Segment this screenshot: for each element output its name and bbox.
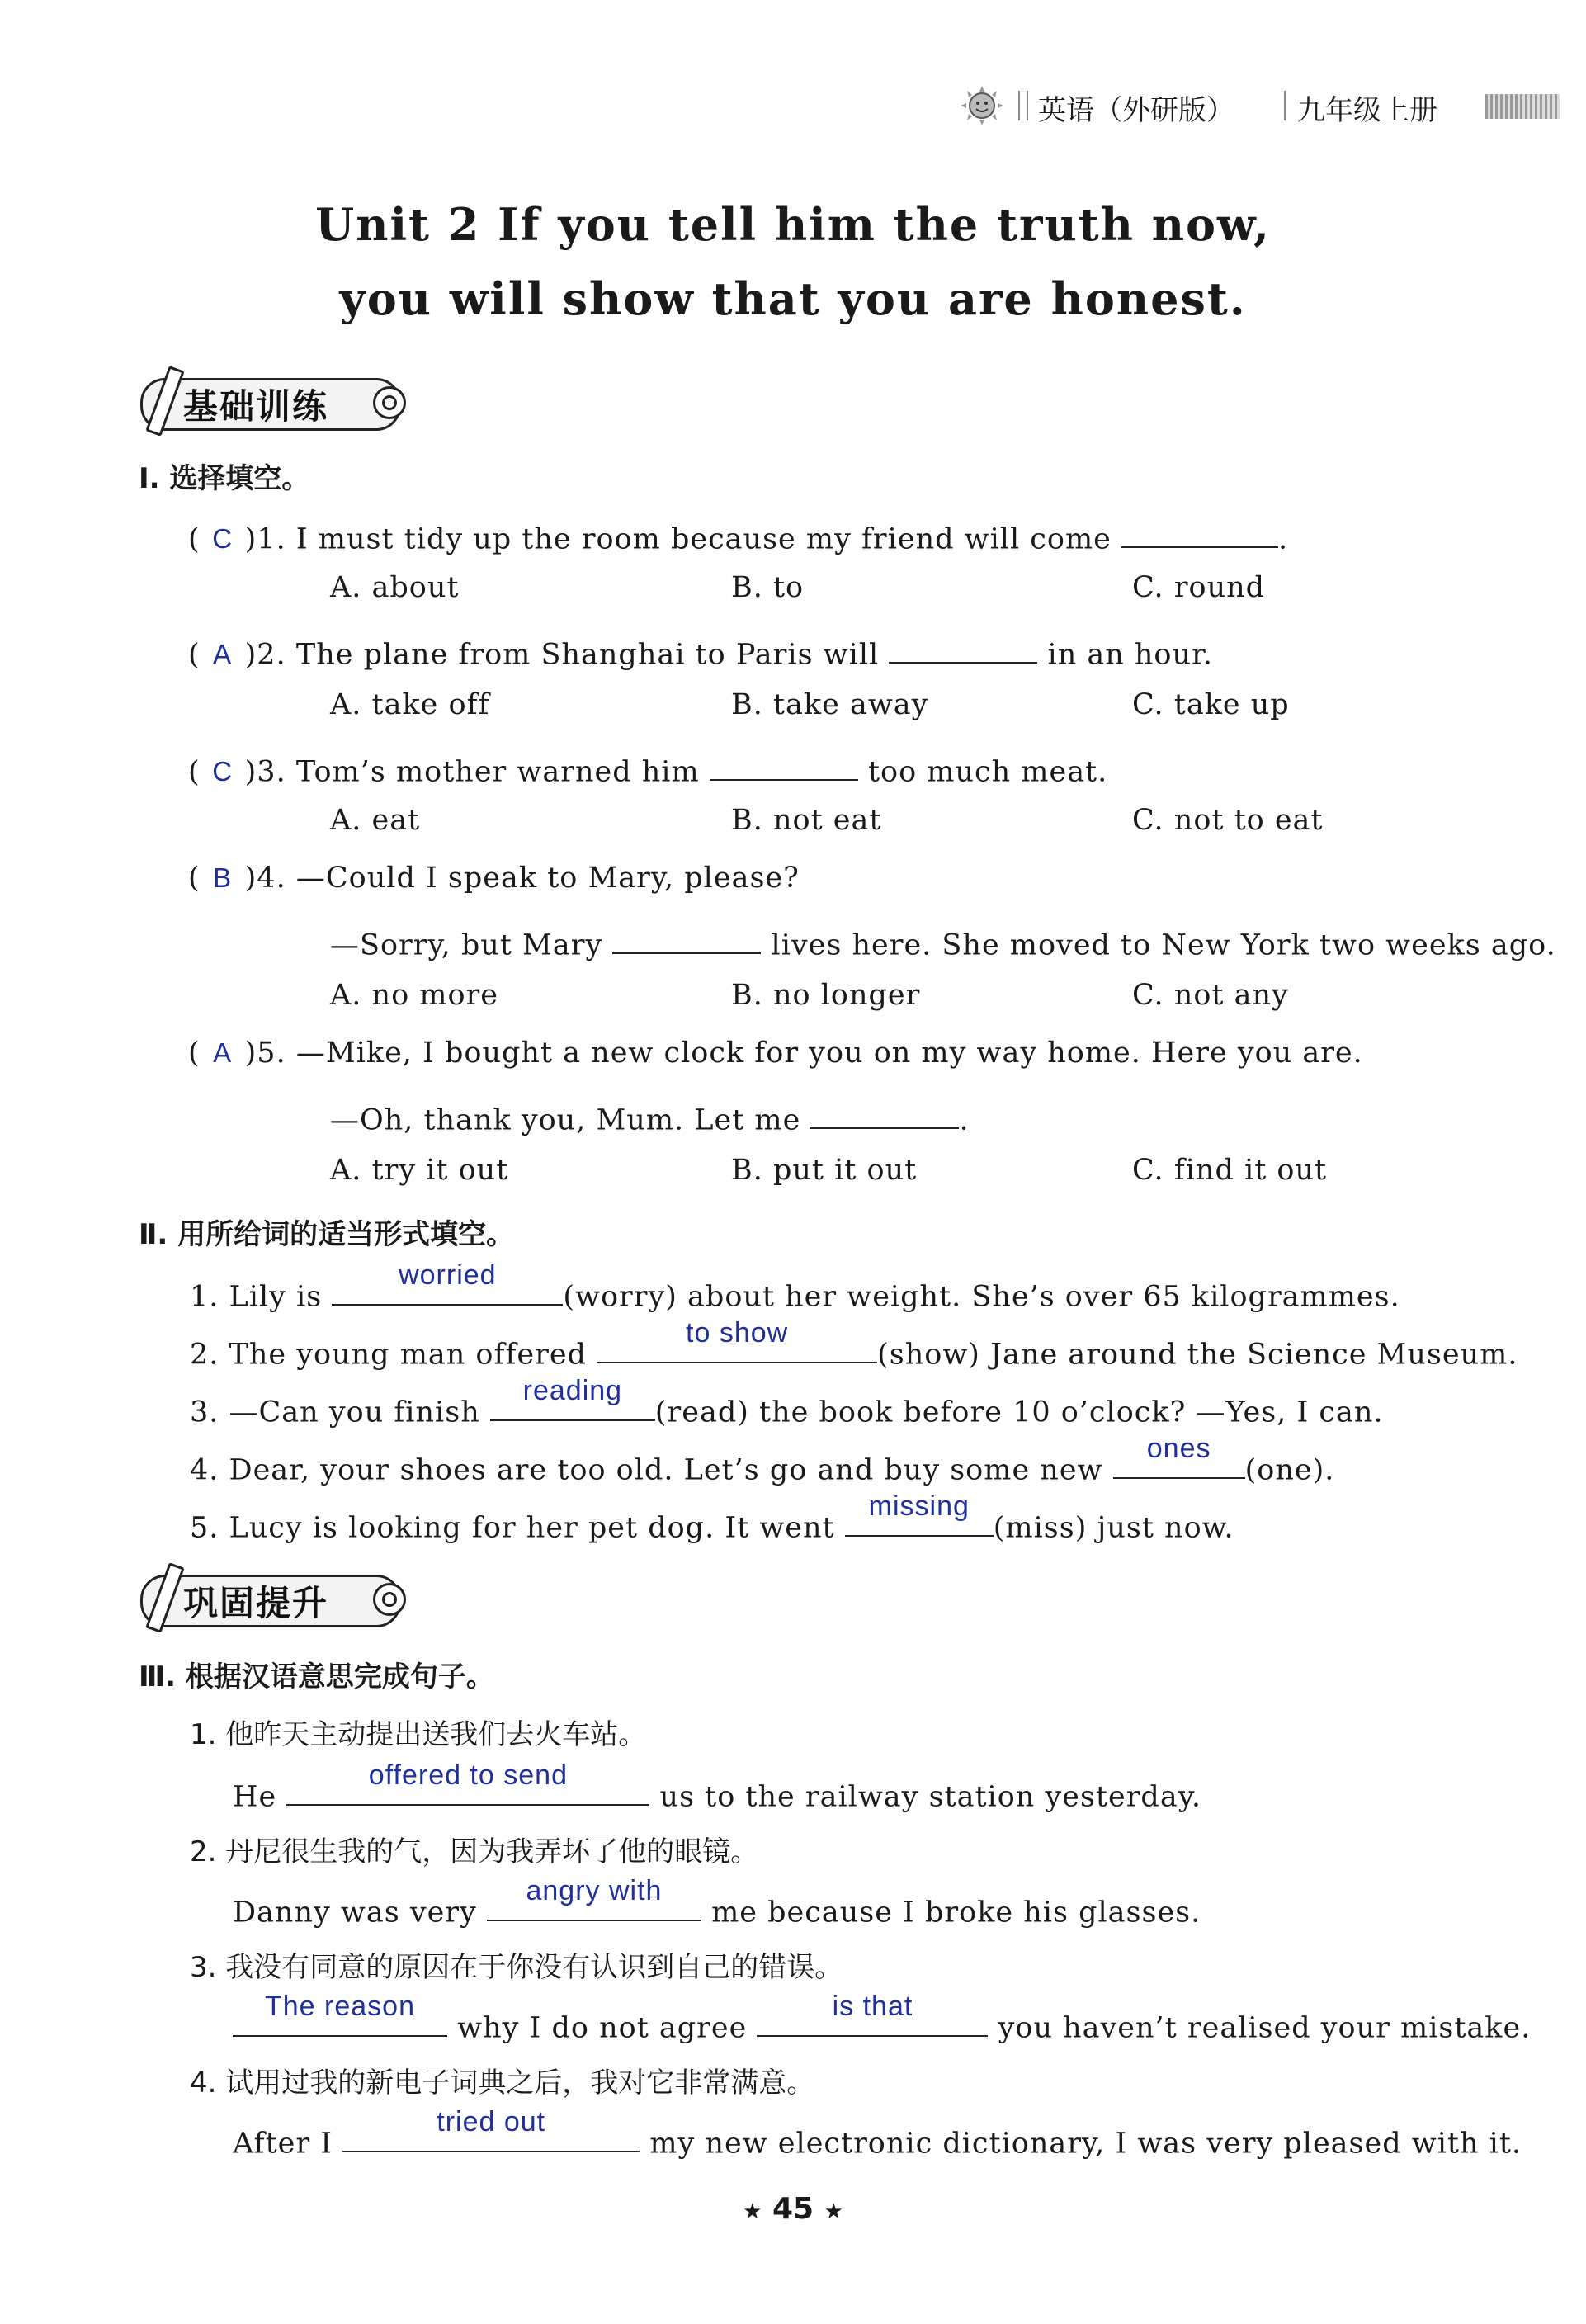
p3-item-2-cn: 2. 丹尼很生我的气，因为我弄坏了他的眼镜。 (190, 1835, 759, 1868)
p2-item-3-post: (read) the book before 10 o’clock? —Yes, I can. (654, 1396, 1384, 1429)
header-divider (1018, 91, 1028, 120)
p2-item-4-pre: 4. Dear, your shoes are too old. Let’s go and buy some new (190, 1453, 1103, 1487)
q2-end: in an hour. (1047, 638, 1214, 672)
p3-item-3-mid: why I do not agree (457, 2011, 748, 2045)
p2-item-4-answer: ones (1146, 1433, 1211, 1464)
p3-item-1-pre: He (233, 1780, 277, 1814)
p2-item-1-post: (worry) about her weight. She’s over 65 kilogrammes. (563, 1280, 1400, 1314)
q1-row: ( C )1. I must tidy up the room because my friend will come . (188, 513, 1288, 555)
q4-option-c: C. not any (1132, 979, 1289, 1012)
p3-item-4-blank (342, 2106, 640, 2152)
q1-option-b: B. to (731, 571, 805, 604)
q2-option-c: C. take up (1132, 688, 1290, 721)
q2-option-b: B. take away (731, 688, 929, 721)
q2-row: ( A )2. The plane from Shanghai to Paris will in an hour. (188, 629, 1213, 671)
p3-item-3-en (233, 1991, 1532, 2045)
p3-item-3-blank-1 (233, 1991, 447, 2037)
p2-item-5-answer: missing (868, 1490, 970, 1522)
q4-line2-start: —Sorry, but Mary (330, 928, 603, 962)
unit-title-line2: you will show that you are honest. (339, 272, 1247, 325)
unit-title-line1: Unit 2 If you tell him the truth now, (315, 198, 1271, 251)
q5-line2 (330, 1094, 970, 1136)
p2-item-4-post: (one). (1244, 1453, 1335, 1487)
banner-label: 巩固提升 (183, 1583, 329, 1623)
smiling-sun-icon (957, 84, 1007, 127)
p2-item-3-answer: reading (522, 1375, 623, 1406)
p2-item-1-blank (332, 1259, 563, 1306)
q1-blank (1121, 513, 1278, 548)
q4-line2-end: lives here. She moved to New York two weeks ago. (771, 928, 1556, 962)
p3-item-2-en (233, 1875, 1201, 1930)
header-divider-2 (1284, 91, 1286, 120)
p2-item-5-blank (845, 1490, 994, 1537)
q2-blank (889, 629, 1037, 664)
header-bar (957, 83, 1560, 129)
p2-item-2-answer: to show (686, 1317, 789, 1349)
header-gray-block (1485, 94, 1560, 119)
p3-item-3-answer-1: The reason (265, 1991, 415, 2022)
q5-line2-end: . (959, 1103, 970, 1137)
q4-stem: —Could I speak to Mary, please? (295, 862, 800, 895)
p2-item-1 (190, 1259, 1400, 1314)
q5-blank (810, 1094, 959, 1129)
q5-answer: A (213, 1037, 233, 1068)
p3-item-4-answer: tried out (437, 2106, 546, 2137)
page-number-value: 45 (772, 2192, 814, 2226)
q1-end: . (1278, 522, 1289, 556)
p3-item-4-post: my new electronic dictionary, I was very pleased with it. (649, 2127, 1522, 2161)
q5-stem: —Mike, I bought a new clock for you on my way home. Here you are. (295, 1037, 1363, 1070)
p2-item-3 (190, 1375, 1384, 1429)
p3-item-2-pre: Danny was very (233, 1896, 477, 1930)
p3-item-1-en (233, 1760, 1201, 1814)
q3-option-b: B. not eat (731, 804, 882, 837)
p3-item-3-blank-2 (757, 1991, 988, 2037)
q5-line2-start: —Oh, thank you, Mum. Let me (330, 1103, 801, 1137)
header-grade: 九年级上册 (1297, 94, 1437, 127)
p2-item-2-blank (597, 1317, 877, 1363)
ring-icon (373, 1583, 406, 1616)
part1-heading: Ⅰ. 选择填空。 (139, 462, 310, 495)
q1-number: )1. (244, 522, 286, 556)
q5-option-b: B. put it out (731, 1154, 918, 1187)
q4-answer: B (213, 862, 233, 893)
q3-stem: Tom’s mother warned him (295, 755, 700, 789)
p2-item-4-blank (1113, 1433, 1245, 1479)
banner-label: 基础训练 (183, 386, 329, 427)
q3-row: ( C )3. Tom’s mother warned him too much meat. (188, 746, 1107, 788)
p3-item-1-blank (286, 1760, 649, 1806)
p3-item-1-cn: 1. 他昨天主动提出送我们去火车站。 (190, 1718, 647, 1751)
p3-item-3-cn: 3. 我没有同意的原因在于你没有认识到自己的错误。 (190, 1951, 843, 1984)
p2-item-3-pre: 3. —Can you finish (190, 1396, 480, 1429)
p3-item-3-answer-2: is that (832, 1991, 913, 2022)
q2-stem: The plane from Shanghai to Paris will (295, 638, 880, 672)
p2-item-5 (190, 1490, 1234, 1545)
p2-item-3-blank (490, 1375, 655, 1421)
q1-option-c: C. round (1132, 571, 1266, 604)
section-banner-basic (132, 371, 429, 434)
page-number (0, 2192, 1586, 2226)
q5-option-c: C. find it out (1132, 1154, 1328, 1187)
p2-item-5-post: (miss) just now. (993, 1511, 1234, 1545)
q4-number: )4. (244, 862, 286, 895)
p2-item-2 (190, 1317, 1518, 1372)
p3-item-2-answer: angry with (526, 1875, 663, 1906)
q5-number: )5. (244, 1037, 286, 1070)
q2-answer: A (213, 639, 233, 670)
q3-end: too much meat. (867, 755, 1108, 789)
p3-item-1-post: us to the railway station yesterday. (659, 1780, 1201, 1814)
p2-item-5-pre: 5. Lucy is looking for her pet dog. It went (190, 1511, 835, 1545)
part3-heading: Ⅲ. 根据汉语意思完成句子。 (139, 1660, 494, 1693)
q3-blank (710, 746, 858, 781)
p2-item-4 (190, 1433, 1335, 1487)
q5-option-a: A. try it out (330, 1154, 509, 1187)
q4-row: ( B )4. —Could I speak to Mary, please? (188, 862, 800, 895)
p3-item-1-answer: offered to send (368, 1760, 568, 1791)
p3-item-4-en (233, 2106, 1522, 2161)
section-banner-consolidate (132, 1568, 429, 1631)
q3-option-a: A. eat (330, 804, 421, 837)
p3-item-2-post: me because I broke his glasses. (711, 1896, 1201, 1930)
q3-number: )3. (244, 755, 286, 789)
star-icon: ★ (824, 2199, 843, 2224)
p3-item-4-cn: 4. 试用过我的新电子词典之后，我对它非常满意。 (190, 2067, 815, 2100)
p2-item-2-post: (show) Jane around the Science Museum. (877, 1338, 1518, 1372)
q1-option-a: A. about (330, 571, 460, 604)
q3-answer: C (212, 756, 234, 787)
p2-item-2-pre: 2. The young man offered (190, 1338, 587, 1372)
star-icon: ★ (743, 2199, 762, 2224)
p3-item-2-blank (487, 1875, 701, 1921)
q5-row: ( A )5. —Mike, I bought a new clock for you on my way home. Here you are. (188, 1037, 1363, 1070)
q3-option-c: C. not to eat (1132, 804, 1324, 837)
q4-option-b: B. no longer (731, 979, 921, 1012)
q4-blank (612, 919, 761, 954)
q2-number: )2. (244, 638, 286, 672)
q4-line2 (330, 919, 1556, 961)
ring-icon (373, 386, 406, 419)
q2-option-a: A. take off (330, 688, 490, 721)
q4-option-a: A. no more (330, 979, 498, 1012)
p2-item-1-answer: worried (399, 1259, 497, 1291)
p3-item-4-pre: After I (233, 2127, 333, 2161)
p3-item-3-post: you haven’t realised your mistake. (998, 2011, 1532, 2045)
q1-stem: I must tidy up the room because my friend will come (295, 522, 1112, 556)
q1-answer: C (212, 523, 234, 555)
p2-item-1-pre: 1. Lily is (190, 1280, 323, 1314)
header-subject: 英语（外研版） (1038, 94, 1234, 127)
part2-heading: Ⅱ. 用所给词的适当形式填空。 (139, 1218, 515, 1251)
